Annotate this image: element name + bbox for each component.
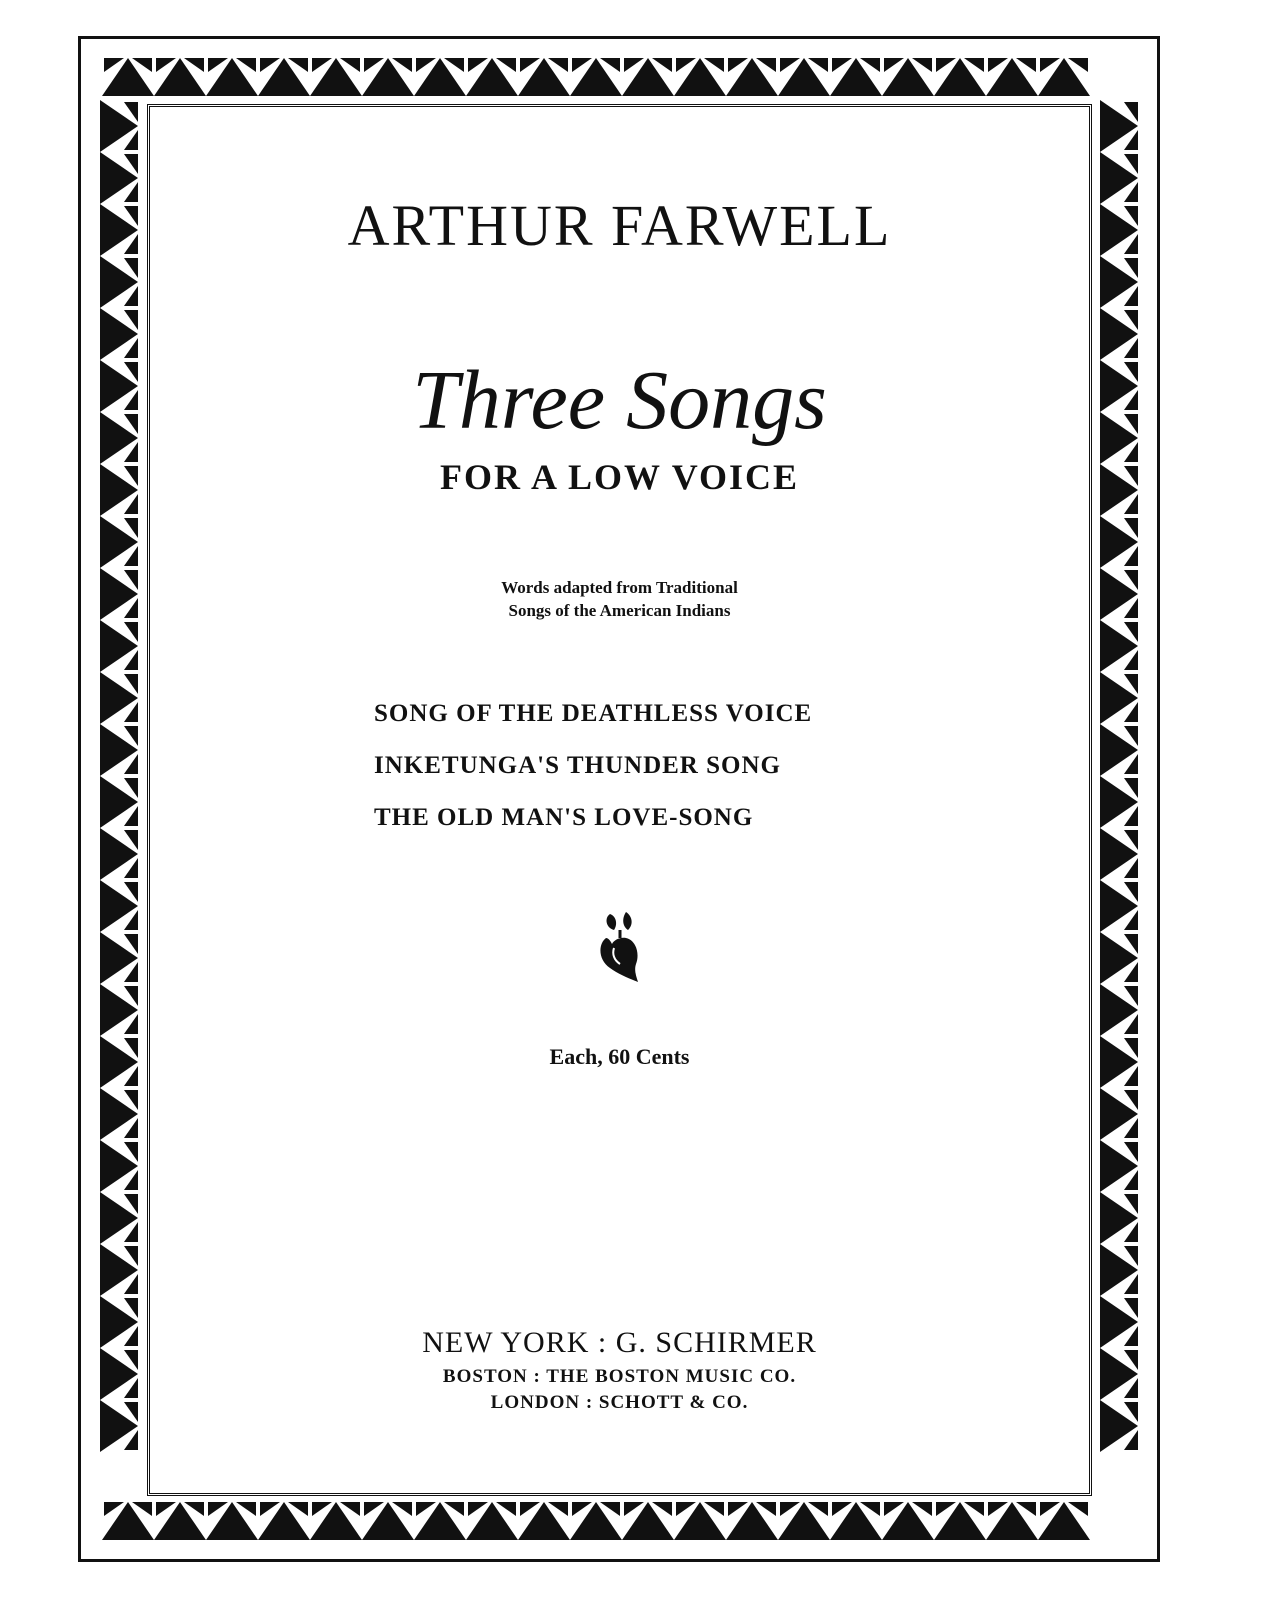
song-item: THE OLD MAN'S LOVE-SONG xyxy=(374,804,754,831)
song-list xyxy=(374,696,812,852)
work-subtitle: FOR A LOW VOICE xyxy=(439,457,800,497)
border-top-band xyxy=(102,58,1090,96)
work-title: Three Songs xyxy=(412,354,827,447)
publisher-london: LONDON : SCHOTT & CO. xyxy=(490,1392,749,1413)
words-note xyxy=(147,576,1092,622)
publisher-boston: BOSTON : THE BOSTON MUSIC CO. xyxy=(442,1366,797,1387)
publisher-main: NEW YORK : G. SCHIRMER xyxy=(422,1326,817,1359)
border-right-band xyxy=(1100,100,1138,1452)
words-note-line2: Songs of the American Indians xyxy=(508,601,731,620)
price-label: Each, 60 Cents xyxy=(549,1044,690,1069)
border-left-band xyxy=(100,100,138,1452)
words-note-line1: Words adapted from Traditional xyxy=(501,578,738,597)
border-bottom-band xyxy=(102,1502,1090,1540)
song-item: INKETUNGA'S THUNDER SONG xyxy=(374,752,781,779)
song-item: SONG OF THE DEATHLESS VOICE xyxy=(374,700,813,727)
leaf-heart-ornament-icon xyxy=(596,908,648,986)
composer-name: ARTHUR FARWELL xyxy=(347,193,892,258)
